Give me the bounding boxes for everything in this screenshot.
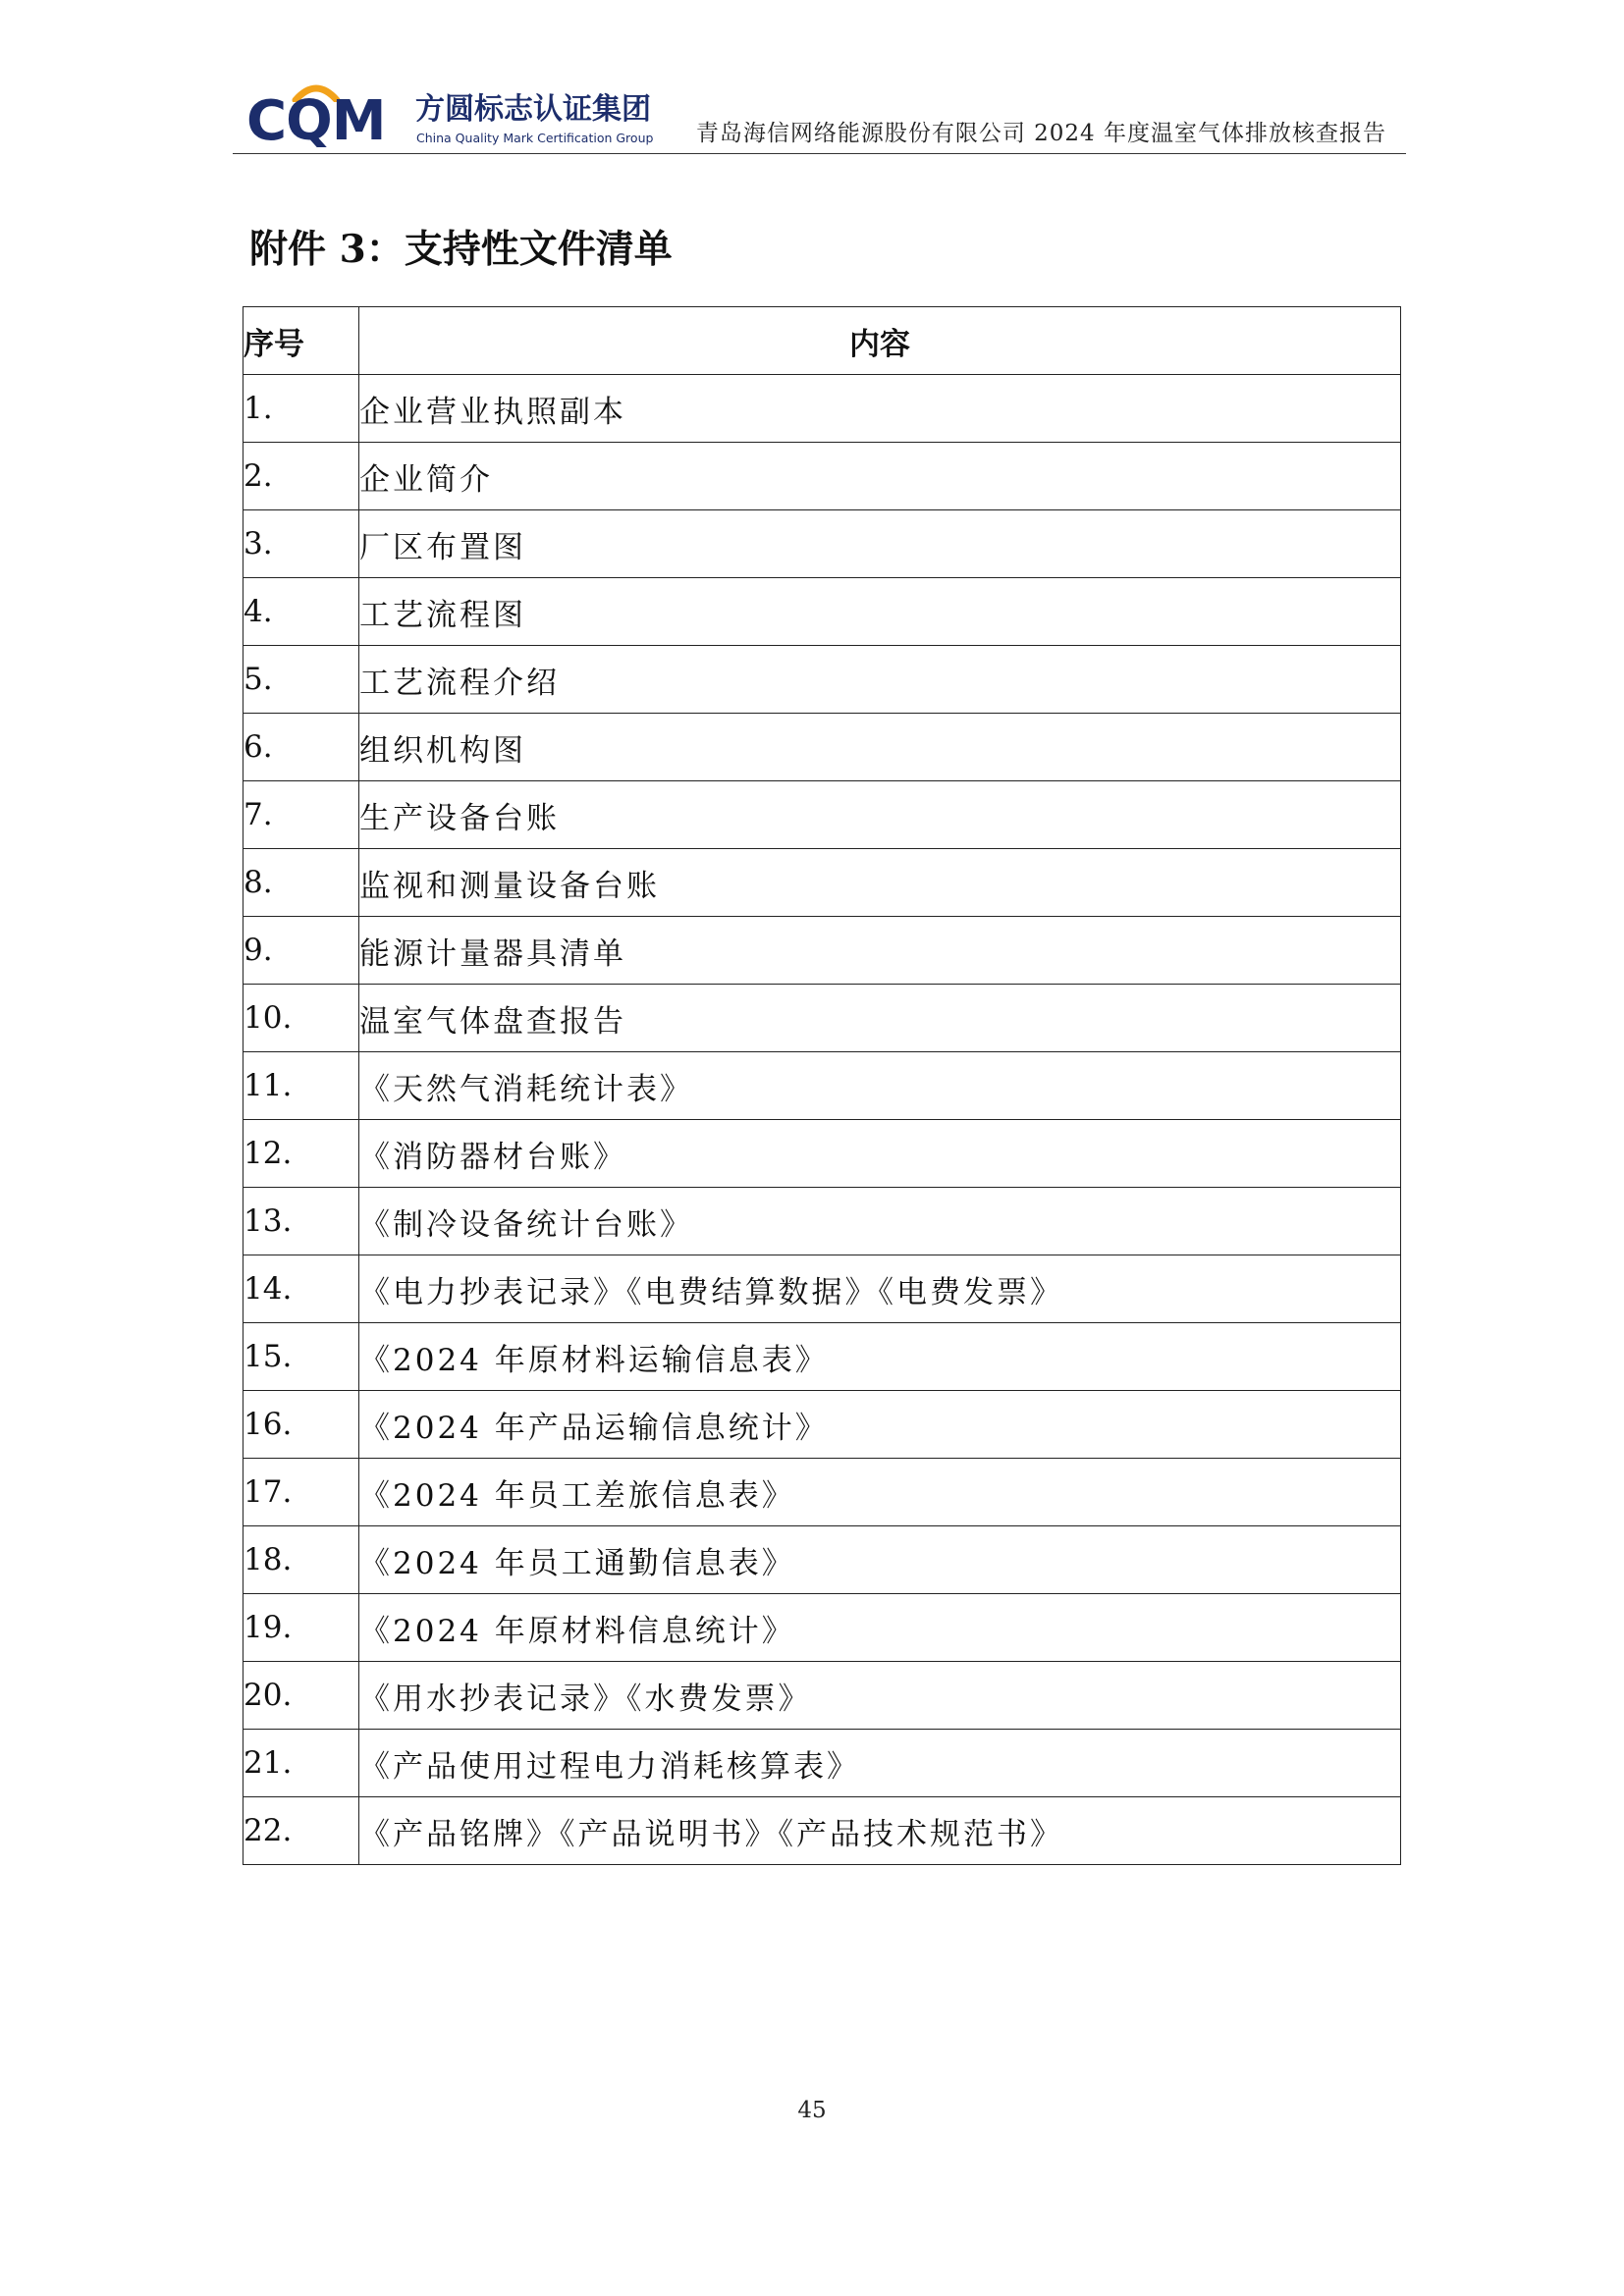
table-row [244, 1391, 1401, 1459]
row-content: 工艺流程介绍 [359, 646, 1401, 714]
row-content: 企业营业执照副本 [359, 375, 1401, 443]
row-number: 15. [244, 1323, 359, 1391]
row-number: 5. [244, 646, 359, 714]
row-content: 《2024 年产品运输信息统计》 [359, 1391, 1401, 1459]
row-number: 3. [244, 510, 359, 578]
row-number: 12. [244, 1120, 359, 1188]
table-row [244, 781, 1401, 849]
row-number: 6. [244, 714, 359, 781]
row-number: 11. [244, 1052, 359, 1120]
table-row [244, 1594, 1401, 1662]
table-row [244, 510, 1401, 578]
row-number: 22. [244, 1797, 359, 1865]
table-row [244, 1526, 1401, 1594]
logo-mark: CQM [246, 89, 386, 153]
row-number: 17. [244, 1459, 359, 1526]
table-row [244, 1255, 1401, 1323]
table-row [244, 1188, 1401, 1255]
row-content: 能源计量器具清单 [359, 917, 1401, 985]
report-title: 青岛海信网络能源股份有限公司 2024 年度温室气体排放核查报告 [695, 121, 1386, 146]
table-header-row [244, 307, 1401, 375]
row-number: 2. [244, 443, 359, 510]
table-row [244, 578, 1401, 646]
table-row [244, 1797, 1401, 1865]
page-header [233, 73, 1406, 155]
table-row [244, 1459, 1401, 1526]
row-number: 21. [244, 1730, 359, 1797]
row-content: 监视和测量设备台账 [359, 849, 1401, 917]
row-content: 《2024 年原材料运输信息表》 [359, 1323, 1401, 1391]
row-content: 《电力抄表记录》《电费结算数据》《电费发票》 [359, 1255, 1401, 1323]
table-row [244, 375, 1401, 443]
row-number: 20. [244, 1662, 359, 1730]
row-number: 19. [244, 1594, 359, 1662]
row-content: 组织机构图 [359, 714, 1401, 781]
table-row [244, 849, 1401, 917]
table-row [244, 1052, 1401, 1120]
table-row [244, 985, 1401, 1052]
table-row [244, 714, 1401, 781]
row-content: 《制冷设备统计台账》 [359, 1188, 1401, 1255]
column-header-content: 内容 [359, 307, 1401, 375]
row-number: 4. [244, 578, 359, 646]
row-content: 《产品使用过程电力消耗核算表》 [359, 1730, 1401, 1797]
table-row [244, 646, 1401, 714]
page-number: 45 [797, 2098, 827, 2123]
row-number: 8. [244, 849, 359, 917]
row-number: 9. [244, 917, 359, 985]
row-number: 14. [244, 1255, 359, 1323]
row-content: 工艺流程图 [359, 578, 1401, 646]
row-number: 18. [244, 1526, 359, 1594]
table-row [244, 1662, 1401, 1730]
row-content: 《消防器材台账》 [359, 1120, 1401, 1188]
column-header-number: 序号 [244, 307, 359, 375]
supporting-documents-table [243, 306, 1401, 1865]
row-content: 生产设备台账 [359, 781, 1401, 849]
row-number: 7. [244, 781, 359, 849]
row-content: 《2024 年员工通勤信息表》 [359, 1526, 1401, 1594]
logo-chinese-name: 方圆标志认证集团 [415, 92, 651, 127]
row-content: 《天然气消耗统计表》 [359, 1052, 1401, 1120]
table-row [244, 443, 1401, 510]
header-divider [233, 153, 1406, 154]
row-number: 16. [244, 1391, 359, 1459]
table-row [244, 1120, 1401, 1188]
row-number: 1. [244, 375, 359, 443]
row-content: 《用水抄表记录》《水费发票》 [359, 1662, 1401, 1730]
section-heading: 附件 3：支持性文件清单 [249, 227, 673, 272]
row-number: 10. [244, 985, 359, 1052]
row-number: 13. [244, 1188, 359, 1255]
row-content: 厂区布置图 [359, 510, 1401, 578]
table-row [244, 1323, 1401, 1391]
row-content: 《2024 年原材料信息统计》 [359, 1594, 1401, 1662]
row-content: 温室气体盘查报告 [359, 985, 1401, 1052]
table-row [244, 1730, 1401, 1797]
row-content: 《2024 年员工差旅信息表》 [359, 1459, 1401, 1526]
table-row [244, 917, 1401, 985]
row-content: 企业简介 [359, 443, 1401, 510]
logo-english-name: China Quality Mark Certification Group [416, 131, 654, 145]
row-content: 《产品铭牌》《产品说明书》《产品技术规范书》 [359, 1797, 1401, 1865]
